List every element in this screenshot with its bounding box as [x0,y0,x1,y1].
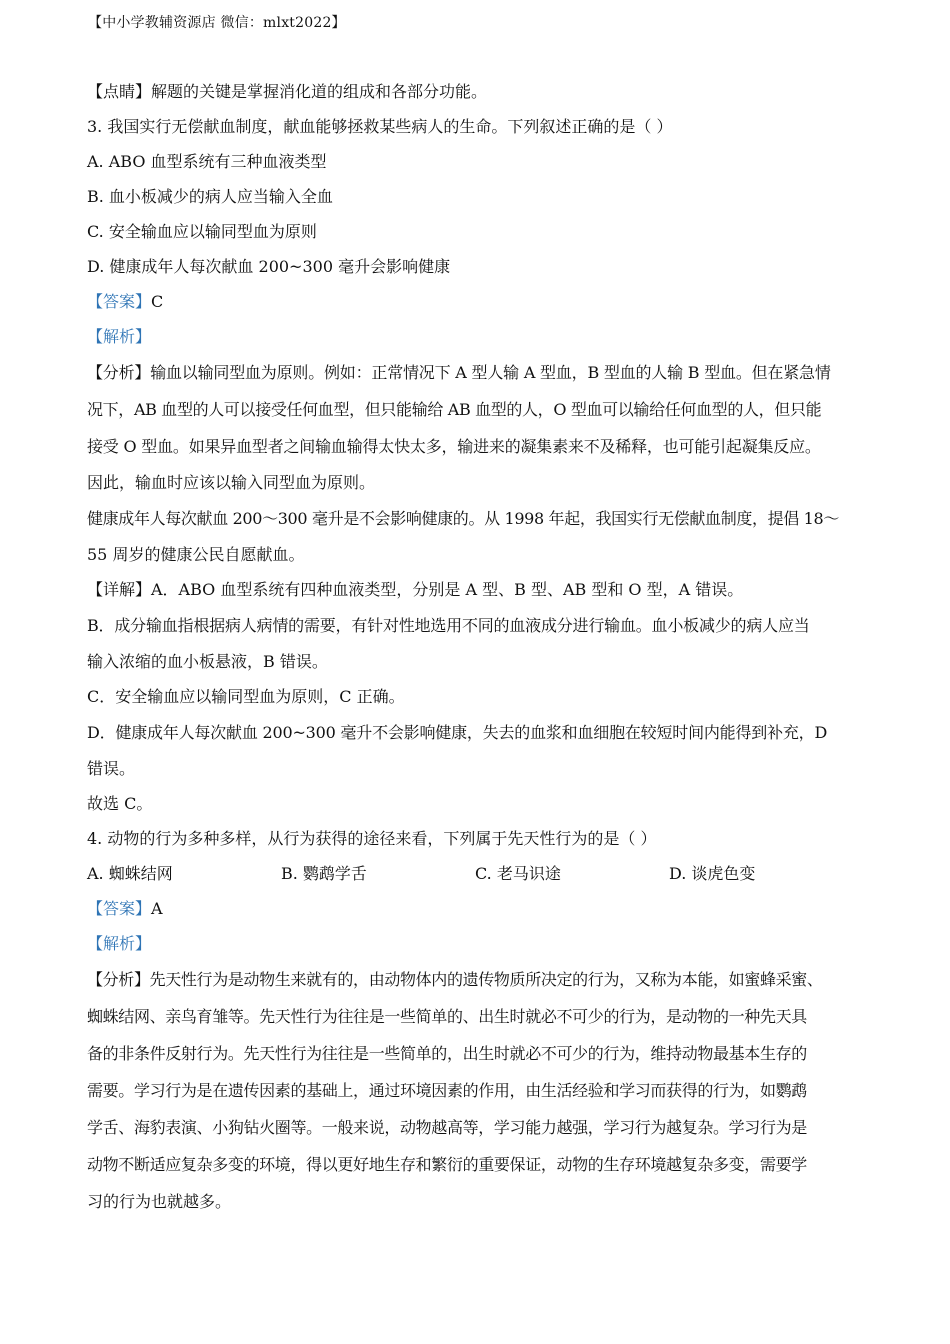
analysis-line: 55 周岁的健康公民自愿献血。 [87,545,305,564]
dianjing-note: 【点睛】解题的关键是掌握消化道的组成和各部分功能。 [87,82,488,101]
answer-value: C [151,292,164,311]
analysis-line: 因此，输血时应该以输入同型血为原则。 [87,473,376,492]
analysis-line: 需要。学习行为是在遗传因素的基础上，通过环境因素的作用，由生活经验和学习而获得的行为，如鹦鹉 [87,1081,807,1100]
answer-line [87,896,872,931]
jiexi-heading: 【解析】 [87,934,152,953]
analysis-line: 备的非条件反射行为。先天性行为往往是一些简单的，出生时就必不可少的行为，维持动物最基本生存的 [87,1044,807,1063]
analysis-line: 【分析】输血以输同型血为原则。例如：正常情况下 A 型人输 A 型血，B 型血的人输 B 型血。但在紧急情 [87,363,831,382]
detail-line: 错误。 [87,759,136,778]
question-stem: 3. 我国实行无偿献血制度，献血能够拯救某些病人的生命。下列叙述正确的是（ ） [87,117,673,136]
option-d: D. 谈虎色变 [669,864,756,883]
question-stem: 4. 动物的行为多种多样，从行为获得的途径来看，下列属于先天性行为的是（ ） [87,829,657,848]
analysis-line: 学舌、海豹表演、小狗钻火圈等。一般来说，动物越高等，学习能力越强，学习行为越复杂。学习行为是 [87,1118,807,1137]
analysis-line: 蜘蛛结网、亲鸟育雏等。先天性行为往往是一些简单的、出生时就必不可少的行为，是动物的一种先天具 [87,1007,807,1026]
analysis-line: 【分析】先天性行为是动物生来就有的，由动物体内的遗传物质所决定的行为，又称为本能，如蜜蜂采蜜、 [87,970,823,989]
analysis-line: 动物不断适应复杂多变的环境，得以更好地生存和繁衍的重要保证，动物的生存环境越复杂多变，需要学 [87,1155,807,1174]
option-a: A. 蜘蛛结网 [87,864,173,883]
option-b: B. 血小板减少的病人应当输入全血 [87,187,333,206]
detail-line: B．成分输血指根据病人病情的需要，有针对性地选用不同的血液成分进行输血。血小板减少的病人应当 [87,616,810,635]
detail-line: 故选 C。 [87,794,153,813]
options-row [87,861,872,896]
analysis-line: 况下，AB 血型的人可以接受任何血型，但只能输给 AB 血型的人，O 型血可以输给任何血型的人，但只能 [87,400,822,419]
jiexi-heading: 【解析】 [87,327,152,346]
analysis-line: 健康成年人每次献血 200～300 毫升是不会影响健康的。从 1998 年起，我国实行无偿献血制度，提倡 18～ [87,509,839,528]
page-header-watermark: 【中小学教辅资源店 微信：mlxt2022】 [88,15,346,31]
analysis-line: 习的行为也就越多。 [87,1192,232,1211]
question-3 [87,114,872,826]
option-d: D. 健康成年人每次献血 200~300 毫升会影响健康 [87,257,451,276]
document-body [87,79,872,1225]
answer-line [87,289,872,324]
detail-line: 输入浓缩的血小板悬液，B 错误。 [87,652,328,671]
option-b: B. 鹦鹉学舌 [281,864,367,883]
question-4 [87,826,872,1225]
option-c: C. 老马识途 [475,864,561,883]
answer-value: A [151,899,163,918]
answer-tag: 【答案】 [87,899,152,918]
option-c: C. 安全输血应以输同型血为原则 [87,222,317,241]
detail-line: D．健康成年人每次献血 200~300 毫升不会影响健康，失去的血浆和血细胞在较短时间内能得到补充，D [87,723,828,742]
option-a: A. ABO 血型系统有三种血液类型 [87,152,327,171]
detail-line: 【详解】A．ABO 血型系统有四种血液类型，分别是 A 型、B 型、AB 型和 O 型，A 错误。 [87,580,744,599]
detail-line: C．安全输血应以输同型血为原则，C 正确。 [87,687,405,706]
analysis-line: 接受 O 型血。如果异血型者之间输血输得太快太多，输进来的凝集素来不及稀释，也可能引起凝集反应。 [87,437,821,456]
answer-tag: 【答案】 [87,292,152,311]
